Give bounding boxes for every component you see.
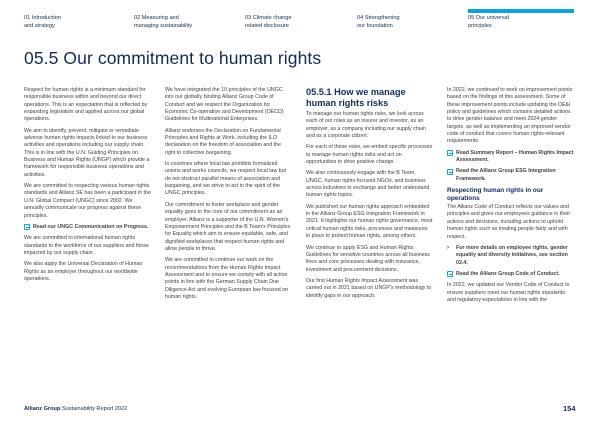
paragraph: We also continuously engage with the B Team, UNGC, human rights-focused NGOs, and business across industries to exchange and better understand human rights topics. (306, 170, 430, 199)
paragraph: Respect for human rights is a minimum standard for responsible business within and beyond our direct operations. This is an expectation that is reflected by expanding legislation and applied across our global operations. (24, 87, 148, 123)
paragraph: We continue to apply ESG and Human Rights Guidelines for sensitive countries across all business lines and core processes dealing with insurance, investment and procurement decisions. (306, 244, 430, 273)
external-link-icon (447, 169, 453, 175)
nav-item-foundation[interactable] (357, 15, 400, 30)
paragraph: In 2022, we updated our Vendor Code of Conduct to ensure suppliers meet our human rights standards and regulatory expectations in line with the (447, 282, 570, 303)
paragraph: Allianz endorses the Declaration on Fundamental Principles and Rights at Work, including the ILO declaration on the freedom of association and the right to collective bargaining. (165, 127, 282, 156)
subsection-heading: Respecting human rights in our operations (447, 187, 544, 203)
nav-label: our foundation (357, 22, 393, 29)
paragraph: We are committed to continue our work on the recommendations from the Human Rights Impact Assessment and to ensure we comply with all action points in line with the German Supply Chain Due Diligence Act and evolving European law focused on human rights. (165, 257, 289, 300)
paragraph: We published our human rights approach embedded in the Allianz Group ESG Integration Framework in 2021. It highlights our human rights governance, most critical human rights risks, processes and measures in place to protect human rights, among others. (306, 203, 433, 240)
paragraph: We have integrated the 10 principles of the UNGC into our globally binding Allianz Group Code of Conduct and we respect the Organization for Economic Co-operation and Development (OECD) Guidelines for Multinational Enterprises. (165, 87, 284, 123)
esg-integration-framework-link[interactable] (447, 168, 574, 183)
nav-item-climate[interactable] (245, 15, 292, 30)
column-1 (24, 87, 151, 287)
nav-label: managing sustainability (134, 22, 193, 29)
nav-item-introduction[interactable] (24, 15, 61, 30)
paragraph: We are committed to international human rights standards to the workforce of our suppliers and those impacted by our supply chain. (24, 235, 149, 256)
nav-label: 04 Strengthening (357, 15, 400, 21)
nav-label: 05 Our universal (468, 15, 510, 21)
footer-report-name: Sustainability Report 2022 (61, 406, 128, 412)
footer (24, 406, 127, 412)
link-label: Read our UNGC Communication on Progress. (33, 223, 149, 230)
link-label: Read Summary Report – Human Rights Impact Assessment. (456, 149, 574, 164)
paragraph: In countries where local law prohibits formalized unions and works councils, we respect local law but do not obstruct parallel means of association and bargaining, and we strive to act in the spirit of the UNGC principles. (165, 161, 287, 197)
paragraph: We aim to identify, prevent, mitigate or remediate adverse human rights impacts linked to our business activities and operations including our supply chain. This is in line with the U.N. Guiding Principles on Business and Human Rights (UNGP) which provide a framework for responsible business operations and activities. (24, 127, 150, 178)
link-label: Read the Allianz Group ESG Integration Framework. (456, 168, 556, 182)
external-link-icon (447, 271, 453, 277)
nav-item-universal-principles[interactable] (468, 15, 509, 30)
hria-summary-report-link[interactable] (447, 150, 574, 165)
page-title: 05.5 Our commitment to human rights (24, 48, 322, 68)
nav-label: 03 Climate change (245, 15, 292, 21)
section-02-4-cross-reference[interactable] (447, 245, 574, 267)
paragraph: For each of these roles, we embed specific processes to manage human rights risks and act on opportunities to drive positive change. (306, 144, 433, 166)
paragraph: We are committed to respecting various human rights standards and Allianz SE has been a participant in the U.N. Global Compact (UNGC) since 2002. We annually communicate our progress against these principles. (24, 183, 151, 219)
chapter-navigation (0, 0, 600, 40)
code-of-conduct-link[interactable] (447, 271, 574, 278)
paragraph: To manage our human rights risks, we look across each of our roles as an insurer and investor, as an employer, as a company including our supply chain and as a corporate citizen. (306, 111, 426, 140)
page-number: 154 (563, 404, 576, 413)
footer-brand: Allianz Group (24, 406, 61, 412)
nav-label: and strategy (24, 22, 55, 29)
nav-label: 02 Measuring and (134, 15, 179, 21)
nav-label: related disclosure (245, 22, 289, 29)
link-label: For more details on employee rights, gender equality and diversity initiatives, see section 02.4. (456, 244, 568, 266)
column-4 (447, 87, 574, 308)
paragraph: Our first Human Rights Impact Assessment was carried out in 2021 based on UNGP's methodology to identify gaps in our approach. (306, 277, 432, 299)
external-link-icon (24, 224, 30, 230)
paragraph: We also apply the Universal Declaration of Human Rights as an employer throughout our worldwide operations. (24, 261, 143, 282)
nav-label: principles (468, 22, 492, 29)
paragraph: The Allianz Code of Conduct reflects our values and principles and gives our employees guidance in their actions and decisions, including actions to uphold human rights such as treating people fairly and with respect. (447, 204, 571, 240)
column-3 (306, 87, 433, 304)
paragraph: In 2022, we continued to work on improvement points based on the findings of this assessment. Some of these improvement points include updating the DE&I policy and guidelines which contains detailed actions to drive gender balance and meet 2024 gender targets, as well as implementing an improved vendor code of conduct that covers human rights-relevant requirements. (447, 87, 573, 145)
section-heading: 05.5.1 How we manage human rights risks (306, 87, 406, 108)
ungc-communication-link[interactable] (24, 224, 151, 231)
external-link-icon (447, 150, 453, 156)
nav-item-measuring[interactable] (134, 15, 192, 30)
chevron-right-icon: › (447, 244, 449, 251)
link-label: Read the Allianz Group Code of Conduct. (456, 270, 560, 277)
nav-label: 01 Introduction (24, 15, 62, 21)
paragraph: Our commitment to foster workplace and gender equality goes to the core of our commitment as an employer. Allianz is a supporter of the U.N. Women's Empowerment Principles and the B Team's Principles for Equality which aim to ensure equitable, safe, and dignified workplaces that respect human rights and allow people to thrive. (165, 201, 291, 252)
column-2 (165, 87, 292, 305)
